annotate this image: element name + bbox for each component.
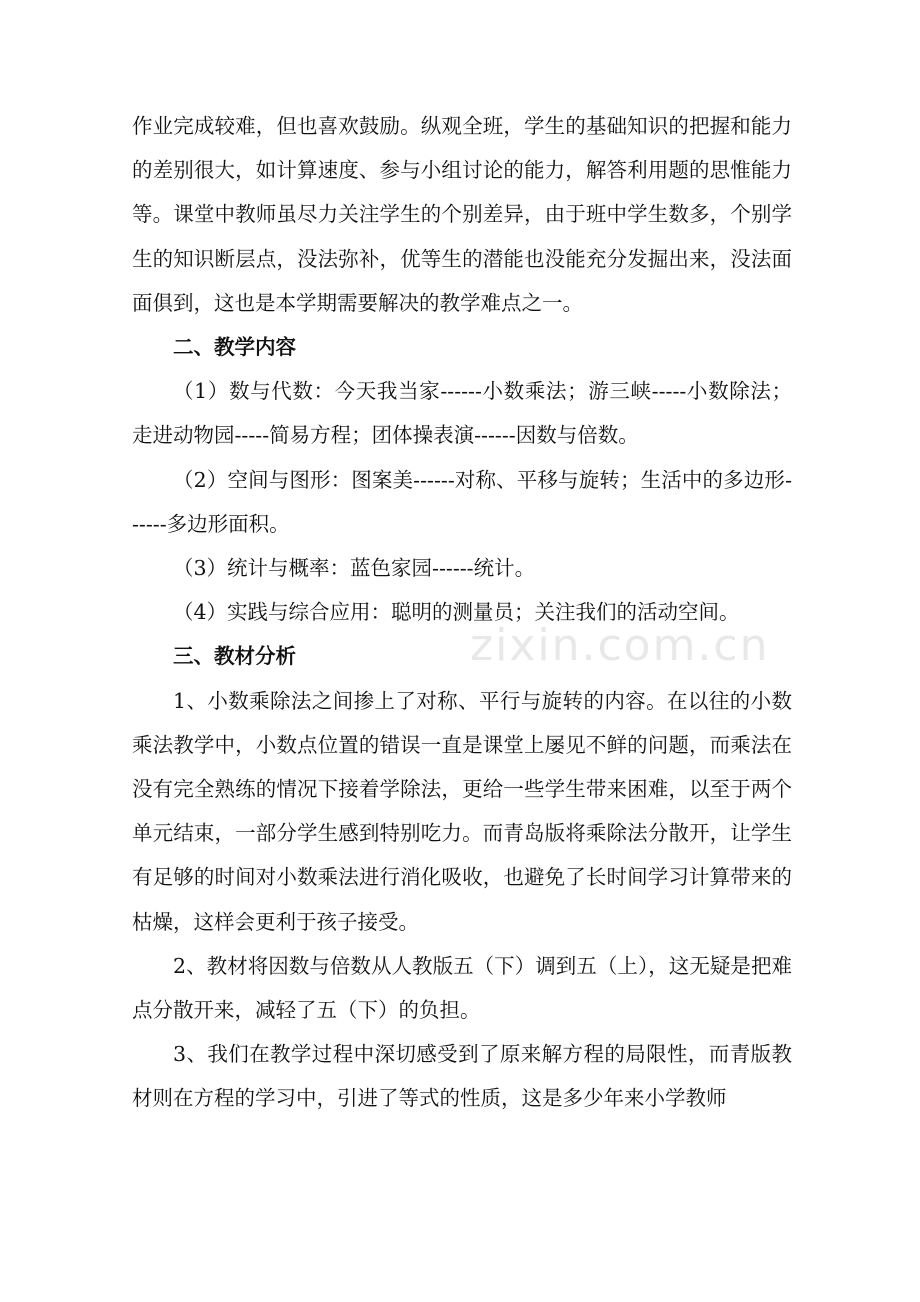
body-paragraph: （4）实践与综合应用：聪明的测量员；关注我们的活动空间。 [173,600,740,625]
section-heading: 三、教材分析 [173,644,296,669]
body-paragraph: （2）空间与图形：图案美------对称、平移与旋转；生活中的多边形------多边形面积。 [132,467,792,536]
body-paragraph: 作业完成较难，但也喜欢鼓励。纵观全班，学生的基础知识的把握和能力的差别很大，如计算速度、参与小组讨论的能力，解答利用题的思惟能力等。课堂中教师虽尽力关注学生的个别差异，由于班中学生数多，个别学生的知识断层点，没法弥补，优等生的潜能也没能充分发掘出来，没法面面俱到，这也是本学期需要解决的教学难点之一。 [132,114,792,315]
body-paragraph: （3）统计与概率：蓝色家园------统计。 [173,556,536,581]
body-paragraph: 3、我们在教学过程中深切感受到了原来解方程的局限性，而青版教材则在方程的学习中，引进了等式的性质，这是多少年来小学教师 [132,1042,792,1111]
body-paragraph: 2、教材将因数与倍数从人教版五（下）调到五（上），这无疑是把难点分散开来，减轻了五（下）的负担。 [132,953,792,1023]
body-paragraph: （1）数与代数：今天我当家------小数乘法；游三峡-----小数除法；走进动物园-----简易方程；团体操表演------因数与倍数。 [132,379,792,448]
document-page [132,104,792,1121]
watermark: zixin.com.cn [470,620,770,671]
section-heading: 二、教学内容 [173,335,296,360]
body-paragraph: 1、小数乘除法之间掺上了对称、平行与旋转的内容。在以往的小数乘法教学中，小数点位置的错误一直是课堂上屡见不鲜的问题，而乘法在没有完全熟练的情况下接着学除法，更给一些学生带来困难，以至于两个单元结束，一部分学生感到特别吃力。而青岛版将乘除法分散开，让学生有足够的时间对小数乘法进行消化吸收，也避免了长时间学习计算带来的枯燥，这样会更利于孩子接受。 [132,688,792,934]
